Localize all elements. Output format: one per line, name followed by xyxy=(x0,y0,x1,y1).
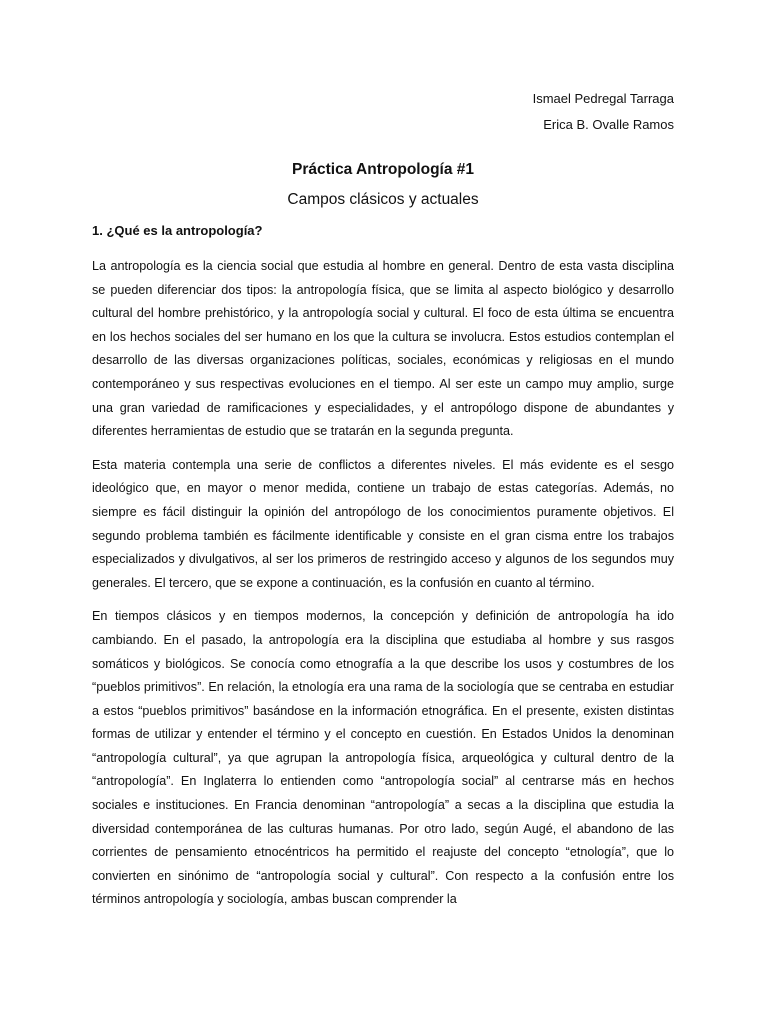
author-name: Erica B. Ovalle Ramos xyxy=(543,117,674,132)
document-title: Práctica Antropología #1 xyxy=(291,161,475,178)
body-paragraph: Esta materia contempla una serie de conflictos a diferentes niveles. El más evidente es el sesgo ideológico que, en mayor o menor medida, contiene un trabajo de estas categorías. Además, no siempre es fácil distinguir la opinión del antropólogo de los conocimientos puramente objetivos. El segundo problema también es fácilmente identificable y consiste en el gran cisma entre los trabajos especializados y divulgativos, al ser los primeros de restringido acceso y algunos de los segundos muy generales. El tercero, que se expone a continuación, es la confusión en cuanto al término. xyxy=(92,457,674,590)
author-name: Ismael Pedregal Tarraga xyxy=(532,91,674,106)
author-block xyxy=(92,86,674,138)
section-heading: 1. ¿Qué es la antropología? xyxy=(92,223,263,238)
body-paragraph: La antropología es la ciencia social que estudia al hombre en general. Dentro de esta vasta disciplina se pueden diferenciar dos tipos: la antropología física, que se limita al aspecto biológico y desarrollo cultural del hombre prehistórico, y la antropología social y cultural. El foco de esta última se encuentra en los hechos sociales del ser humano en los que la cultura se involucra. Estos estudios contemplan el desarrollo de las diversas organizaciones políticas, sociales, económicas y religiosas en el mundo contemporáneo y sus respectivas evoluciones en el tiempo. Al ser este un campo muy amplio, surge una gran variedad de ramificaciones y especialidades, y el antropólogo dispone de abundantes y diferentes herramientas de estudio que se tratarán en la segunda pregunta. xyxy=(92,259,674,439)
document-subtitle: Campos clásicos y actuales xyxy=(287,191,479,208)
body-paragraph: En tiempos clásicos y en tiempos modernos, la concepción y definición de antropología ha ido cambiando. En el pasado, la antropología era la disciplina que estudiaba al hombre y sus rasgos somáticos y biológicos. Se conocía como etnografía a la que describe los usos y costumbres de los “pueblos primitivos”. En relación, la etnología era una rama de la sociología que se centraba en estudiar a estos “pueblos primitivos” basándose en la información etnográfica. En el presente, existen distintas formas de utilizar y entender el término y el concepto en cuestión. En Estados Unidos la denominan “antropología cultural”, ya que agrupan la antropología física, arqueológica y cultural dentro de la “antropología”. En Inglaterra lo entienden como “antropología social” al centrarse más en hechos sociales e instituciones. En Francia denominan “antropología” a secas a la disciplina que estudia la diversidad contemporánea de las culturas humanas. Por otro lado, según Augé, el abandono de las corrientes de pensamiento etnocéntricos ha permitido el reajuste del concepto “etnología”, que lo convierten en sinónimo de “antropología social y cultural”. Con respecto a la confusión entre los términos antropología y sociología, ambas buscan comprender la xyxy=(92,609,674,907)
